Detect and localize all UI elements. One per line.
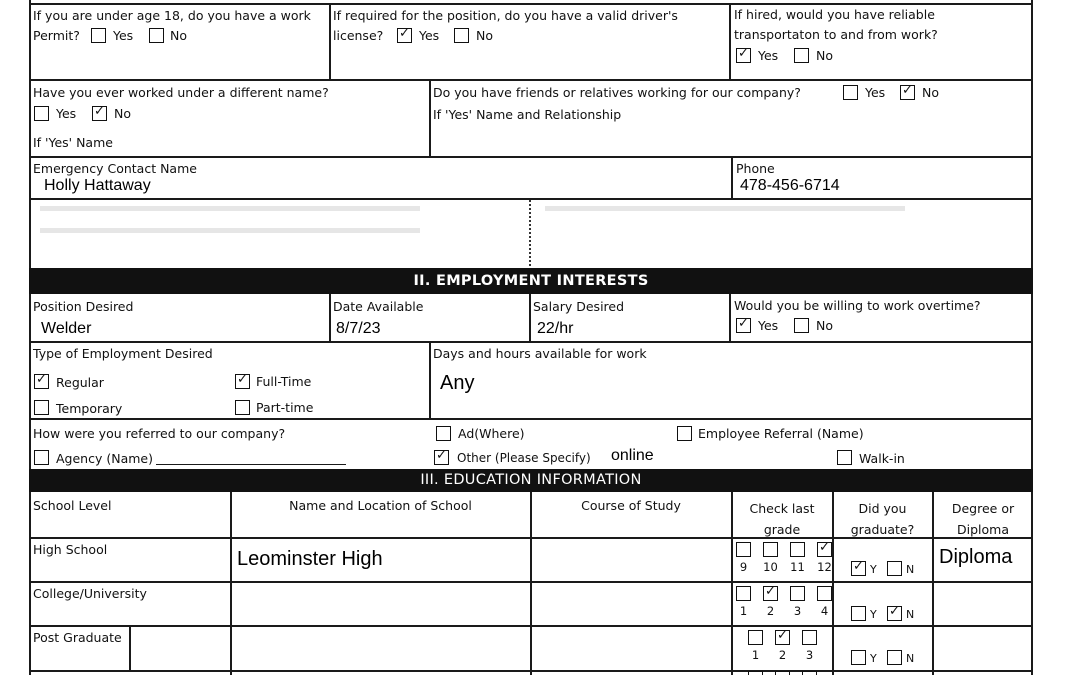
rule bbox=[530, 492, 532, 675]
col-graduate: Did you graduate? bbox=[850, 501, 915, 537]
agency-label: Agency (Name) bbox=[56, 451, 153, 466]
no-label: No bbox=[170, 28, 187, 43]
employee-referral-label: Employee Referral (Name) bbox=[698, 426, 864, 441]
yes-letter: Y bbox=[870, 608, 877, 621]
full-time-label: Full-Time bbox=[256, 374, 312, 389]
grade-checkboxes bbox=[736, 542, 832, 578]
col-last-grade: Check last grade bbox=[749, 501, 815, 537]
rule bbox=[29, 341, 1033, 343]
date-available-label: Date Available bbox=[333, 299, 424, 314]
school-level: Post Graduate bbox=[33, 630, 122, 645]
graduated-yes-checkbox[interactable] bbox=[851, 650, 866, 665]
license-question-cont: license? bbox=[333, 28, 384, 43]
ad-label: Ad(Where) bbox=[458, 426, 525, 441]
walk-in-label: Walk-in bbox=[859, 451, 905, 466]
other-checkbox[interactable] bbox=[434, 450, 449, 465]
overtime-question: Would you be willing to work overtime? bbox=[734, 298, 981, 313]
full-time-checkbox[interactable] bbox=[235, 374, 250, 389]
rule bbox=[29, 625, 1033, 627]
no-letter: N bbox=[906, 608, 915, 621]
license-question: If required for the position, do you have a valid driver's bbox=[333, 8, 678, 23]
days-hours-value[interactable]: Any bbox=[440, 372, 475, 394]
license-no-checkbox[interactable] bbox=[454, 28, 469, 43]
grade-checkbox[interactable] bbox=[748, 630, 763, 645]
rule bbox=[29, 3, 1033, 5]
license-yes-checkbox[interactable] bbox=[397, 28, 412, 43]
graduated-yes-checkbox[interactable] bbox=[851, 561, 866, 576]
col-course: Course of Study bbox=[581, 498, 681, 513]
graduated-no-checkbox[interactable] bbox=[887, 606, 902, 621]
yes-label: Yes bbox=[56, 106, 77, 121]
grade-number: 1 bbox=[739, 604, 748, 618]
emergency-contact-name[interactable]: Holly Hattaway bbox=[44, 177, 151, 194]
transport-yes-checkbox[interactable] bbox=[736, 48, 751, 63]
school-level: High School bbox=[33, 542, 108, 557]
employment-interests-header: II. EMPLOYMENT INTERESTS bbox=[29, 268, 1033, 294]
rule bbox=[932, 492, 934, 675]
work-permit-question-cont: Permit? bbox=[33, 28, 80, 43]
rule bbox=[29, 198, 1033, 200]
part-time-label: Part-time bbox=[256, 400, 314, 415]
grade-number: 2 bbox=[766, 604, 775, 618]
employee-referral-checkbox[interactable] bbox=[677, 426, 692, 441]
yes-label: Yes bbox=[865, 85, 886, 100]
no-letter: N bbox=[906, 652, 915, 665]
no-label: No bbox=[816, 318, 833, 333]
rule bbox=[429, 342, 431, 418]
different-name-no-checkbox[interactable] bbox=[92, 106, 107, 121]
agency-underline bbox=[156, 464, 346, 465]
rule bbox=[29, 79, 1033, 81]
phone-label: Phone bbox=[736, 161, 775, 176]
overtime-no-checkbox[interactable] bbox=[794, 318, 809, 333]
grade-checkbox[interactable] bbox=[817, 586, 832, 601]
graduated-yes-checkbox[interactable] bbox=[851, 606, 866, 621]
relatives-yes-checkbox[interactable] bbox=[843, 85, 858, 100]
graduated-no-checkbox[interactable] bbox=[887, 561, 902, 576]
work-permit-yes-checkbox[interactable] bbox=[91, 28, 106, 43]
grade-checkbox[interactable] bbox=[748, 671, 763, 675]
school-name[interactable]: Leominster High bbox=[237, 548, 383, 570]
days-hours-label: Days and hours available for work bbox=[433, 346, 647, 361]
no-label: No bbox=[476, 28, 493, 43]
other-label: Other (Please Specify) bbox=[457, 451, 591, 465]
salary-value[interactable]: 22/hr bbox=[537, 320, 574, 337]
grade-number: 11 bbox=[790, 560, 805, 574]
rule bbox=[29, 581, 1033, 583]
rule bbox=[29, 670, 1033, 672]
phone-value[interactable]: 478-456-6714 bbox=[740, 177, 840, 194]
transport-no-checkbox[interactable] bbox=[794, 48, 809, 63]
grade-number: 3 bbox=[805, 648, 814, 662]
form-border-left bbox=[29, 0, 31, 675]
date-available-value[interactable]: 8/7/23 bbox=[336, 320, 381, 337]
yes-label: Yes bbox=[758, 48, 779, 63]
relatives-question: Do you have friends or relatives working for our company? bbox=[433, 85, 801, 100]
employment-type-label: Type of Employment Desired bbox=[33, 346, 213, 361]
grade-checkboxes bbox=[748, 630, 818, 666]
dotted-divider bbox=[529, 200, 531, 266]
rule bbox=[729, 294, 731, 341]
salary-label: Salary Desired bbox=[533, 299, 625, 314]
referral-question: How were you referred to our company? bbox=[33, 426, 286, 441]
form-border-right bbox=[1031, 0, 1033, 675]
regular-checkbox[interactable] bbox=[34, 374, 49, 389]
rule bbox=[429, 80, 431, 156]
rule bbox=[731, 157, 733, 198]
no-label: No bbox=[816, 48, 833, 63]
walk-in-checkbox[interactable] bbox=[837, 450, 852, 465]
rule bbox=[329, 3, 331, 79]
rule bbox=[29, 156, 1033, 158]
rule bbox=[29, 418, 1033, 420]
rule bbox=[731, 492, 733, 675]
col-school-level: School Level bbox=[33, 498, 112, 513]
relatives-if-yes: If 'Yes' Name and Relationship bbox=[433, 107, 622, 122]
work-permit-question: If you are under age 18, do you have a work bbox=[33, 8, 311, 23]
grade-checkbox[interactable] bbox=[736, 586, 751, 601]
degree-value[interactable]: Diploma bbox=[939, 546, 1013, 568]
rule bbox=[529, 294, 531, 341]
regular-label: Regular bbox=[56, 375, 104, 390]
temporary-checkbox[interactable] bbox=[34, 400, 49, 415]
school-level: College/University bbox=[33, 586, 147, 601]
ad-checkbox[interactable] bbox=[436, 426, 451, 441]
graduated-no-checkbox[interactable] bbox=[887, 650, 902, 665]
grade-number: 1 bbox=[751, 648, 760, 662]
grade-checkbox[interactable] bbox=[817, 542, 832, 557]
rule bbox=[729, 3, 731, 79]
yes-label: Yes bbox=[758, 318, 779, 333]
grade-checkbox[interactable] bbox=[802, 671, 817, 675]
grade-number: 3 bbox=[793, 604, 802, 618]
temporary-label: Temporary bbox=[56, 401, 123, 416]
other-value[interactable]: online bbox=[611, 447, 654, 464]
no-letter: N bbox=[906, 563, 915, 576]
yes-label: Yes bbox=[419, 28, 440, 43]
rule bbox=[329, 294, 331, 341]
grade-checkbox[interactable] bbox=[790, 586, 805, 601]
different-name-if-yes: If 'Yes' Name bbox=[33, 135, 113, 150]
faded-text bbox=[40, 206, 420, 211]
faded-text bbox=[545, 206, 905, 211]
col-degree: Degree or Diploma bbox=[951, 501, 1015, 537]
overtime-yes-checkbox[interactable] bbox=[736, 318, 751, 333]
position-label: Position Desired bbox=[33, 299, 134, 314]
no-label: No bbox=[922, 85, 939, 100]
different-name-question: Have you ever worked under a different name? bbox=[33, 85, 329, 100]
agency-checkbox[interactable] bbox=[34, 450, 49, 465]
faded-text bbox=[40, 228, 420, 233]
rule bbox=[230, 492, 232, 675]
different-name-yes-checkbox[interactable] bbox=[34, 106, 49, 121]
yes-letter: Y bbox=[870, 563, 877, 576]
grade-checkbox[interactable] bbox=[763, 586, 778, 601]
grade-number: 10 bbox=[763, 560, 778, 574]
grade-checkbox[interactable] bbox=[775, 671, 790, 675]
rule bbox=[832, 492, 834, 675]
grade-checkbox[interactable] bbox=[802, 630, 817, 645]
no-label: No bbox=[114, 106, 131, 121]
transport-question: If hired, would you have reliable bbox=[734, 7, 935, 22]
yes-letter: Y bbox=[870, 652, 877, 665]
grade-number: 2 bbox=[778, 648, 787, 662]
grade-checkbox[interactable] bbox=[763, 542, 778, 557]
yes-label: Yes bbox=[113, 28, 134, 43]
emergency-contact-label: Emergency Contact Name bbox=[33, 161, 197, 176]
grade-checkbox[interactable] bbox=[775, 630, 790, 645]
transport-question-cont: transportaton to and from work? bbox=[734, 27, 938, 42]
position-value[interactable]: Welder bbox=[41, 320, 92, 337]
grade-number: 4 bbox=[820, 604, 829, 618]
grade-number: 12 bbox=[817, 560, 832, 574]
relatives-no-checkbox[interactable] bbox=[900, 85, 915, 100]
col-school-name: Name and Location of School bbox=[289, 498, 472, 513]
work-permit-no-checkbox[interactable] bbox=[149, 28, 164, 43]
grade-number: 9 bbox=[739, 560, 748, 574]
part-time-checkbox[interactable] bbox=[235, 400, 250, 415]
rule bbox=[129, 626, 131, 671]
education-header: III. EDUCATION INFORMATION bbox=[29, 469, 1033, 492]
grade-checkboxes bbox=[736, 586, 828, 622]
grade-checkbox[interactable] bbox=[736, 542, 751, 557]
grade-checkbox[interactable] bbox=[790, 542, 805, 557]
